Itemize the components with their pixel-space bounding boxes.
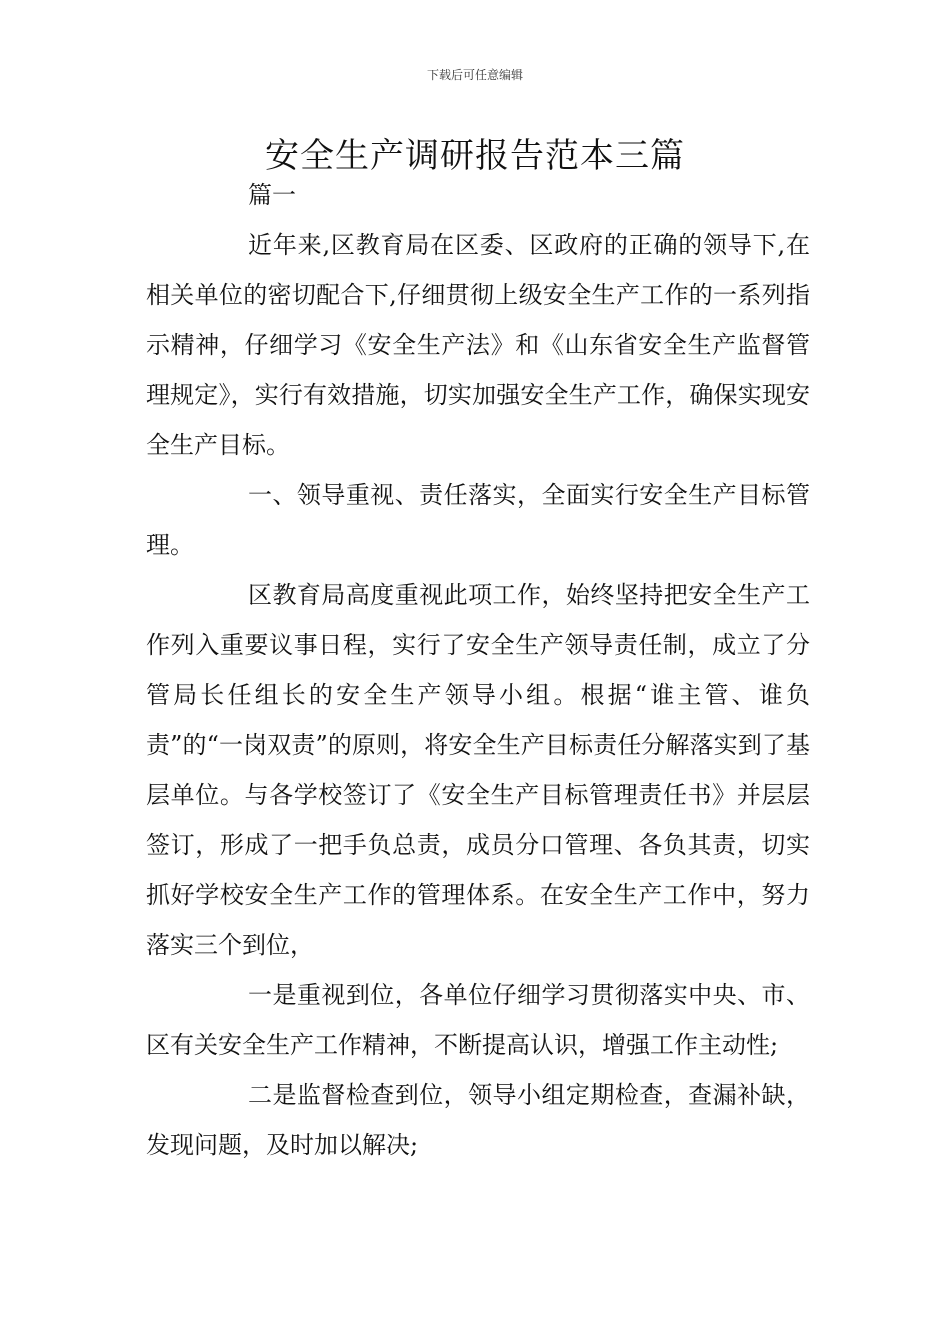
paragraph-intro: 近年来,区教育局在区委、区政府的正确的领导下,在相关单位的密切配合下,仔细贯彻上级安全生产工作的一系列指示精神，仔细学习《安全生产法》和《山东省安全生产监督管理规定》，实行有效措施，切实加强安全生产工作，确保实现安全生产目标。 <box>146 231 810 459</box>
section-label: 篇一 <box>248 181 296 209</box>
document-title: 安全生产调研报告范本三篇 <box>265 136 685 176</box>
paragraph-responsibility: 区教育局高度重视此项工作，始终坚持把安全生产工作列入重要议事日程，实行了安全生产领导责任制，成立了分管局长任组长的安全生产领导小组。根据“谁主管、谁负责”的“一岗双责”的原则，将安全生产目标责任分解落实到了基层单位。与各学校签订了《安全生产目标管理责任书》并层层签订，形成了一把手负总责，成员分口管理、各负其责，切实抓好学校安全生产工作的管理体系。在安全生产工作中，努力落实三个到位， <box>146 581 810 959</box>
document-body <box>146 170 810 1170</box>
header-note: 下载后可任意编辑 <box>426 68 523 82</box>
paragraph-point-2: 二是监督检查到位，领导小组定期检查，查漏补缺，发现问题，及时加以解决; <box>146 1081 810 1159</box>
paragraph-heading-1: 一、领导重视、责任落实，全面实行安全生产目标管理。 <box>146 481 810 559</box>
paragraph-point-1: 一是重视到位，各单位仔细学习贯彻落实中央、市、区有关安全生产工作精神，不断提高认识，增强工作主动性; <box>146 981 810 1059</box>
